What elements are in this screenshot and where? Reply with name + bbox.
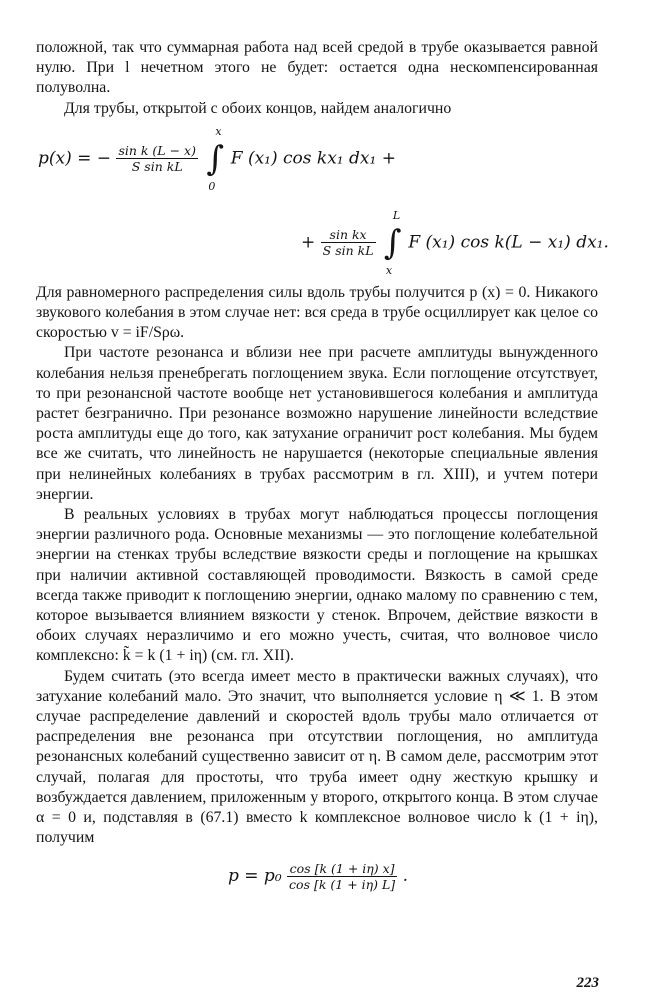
formula3-tail: . (402, 865, 408, 886)
formula1-frac-den: S sin kL (131, 159, 183, 175)
paragraph-absorption: В реальных условиях в трубах могут наблюдаться процессы поглощения энергии различного рода. Основные механизмы — это поглощение колебательной энергии на стенках трубы вследствие вязкости среды и поглощение на крышках при наличии активной составляющей проводимости. Вязкость в самой среде всегда также приводит к поглощению энергии, однако малому по сравнению с тем, которое вызывается влиянием вязкости у стенок. Впрочем, действие вязкости в обоих случаях неразличимо и его можно учесть, считая, что волновое число комплексно: k̃ = k (1 + iη) (см. гл. XII). (36, 506, 598, 665)
formula-pressure-part2 (36, 183, 609, 283)
text-body (36, 38, 609, 903)
formula2-fraction (321, 227, 376, 258)
formula2-frac-num: sin kx (321, 227, 376, 243)
formula1-integrand: F (x₁) cos kx₁ dx₁ + (230, 148, 396, 169)
paragraph-uniform-force: Для равномерного распределения силы вдоль трубы получится p (x) = 0. Никакого звукового колебания в этом случае нет: вся среда в трубе осциллирует как целое со скоростью v = iF/Sρω. (36, 283, 598, 342)
formula3-lhs: p = p₀ (228, 865, 282, 886)
page-number: 223 (576, 975, 599, 991)
formula1-lhs: p(x) = − (38, 148, 112, 169)
formula1-fraction (116, 143, 198, 174)
formula1-integral: ∫ x 0 (206, 124, 225, 193)
paragraph-open-tube: Для трубы, открытой с обоих концов, найдем аналогично (64, 99, 452, 117)
formula2-lead: + (301, 232, 316, 253)
formula1-int-upper: x (215, 124, 222, 138)
paragraph-resonance: При частоте резонанса и вблизи нее при расчете амплитуды вынужденного колебания нельзя пренебрегать поглощением звука. Если поглощение отсутствует, то при резонансной частоте вообще нет установившегося колебания и амплитуда растет безгранично. При резонансе возможно нарушение линейности вследствие роста амплитуды еще до того, как затухание ограничит рост колебания. Мы будем все же считать, что линейность не нарушается (некоторые специальные явления при нелинейных колебаниях в трубах рассмотрим в гл. XIII), и учтем потери энергии. (36, 344, 598, 503)
formula2-int-upper: L (392, 208, 401, 222)
formula-pressure-part1 (36, 124, 598, 193)
formula-pressure-damped (36, 857, 598, 903)
formula2-integral: ∫ L x (383, 208, 402, 277)
paragraph-damping: Будем считать (это всегда имеет место в практически важных случаях), что затухание колебаний мало. Это значит, что выполняется условие η ≪ 1. В этом случае распределение давлений и скоростей вдоль трубы мало отличается от распределения вне резонанса при отсутствии поглощения, но амплитуда резонансных колебаний существенно зависит от η. В самом деле, рассмотрим этот случай, полагая для простоты, что труба имеет одну жесткую крышку и возбуждается давлением, приложенным у второго, открытого конца. В этом случае α = 0 и, подставляя в (67.1) вместо k комплексное волновое число k (1 + iη), получим (36, 667, 598, 847)
formula2-integrand: F (x₁) cos k(L − x₁) dx₁. (408, 232, 609, 253)
formula3-fraction (287, 861, 397, 892)
formula3-frac-den: cos [k (1 + iη) L] (289, 876, 396, 892)
formula1-int-lower: 0 (208, 179, 216, 193)
formula2-int-lower: x (385, 263, 393, 277)
formula3-frac-num: cos [k (1 + iη) x] (287, 861, 397, 877)
formula1-frac-num: sin k (L − x) (118, 143, 196, 159)
paragraph-continued: положной, так что суммарная работа над всей средой в трубе оказывается равной нулю. При l нечетном этого не будет: остается одна нескомпенсированная полуволна. (36, 39, 598, 97)
formula2-frac-den: S sin kL (322, 243, 374, 259)
